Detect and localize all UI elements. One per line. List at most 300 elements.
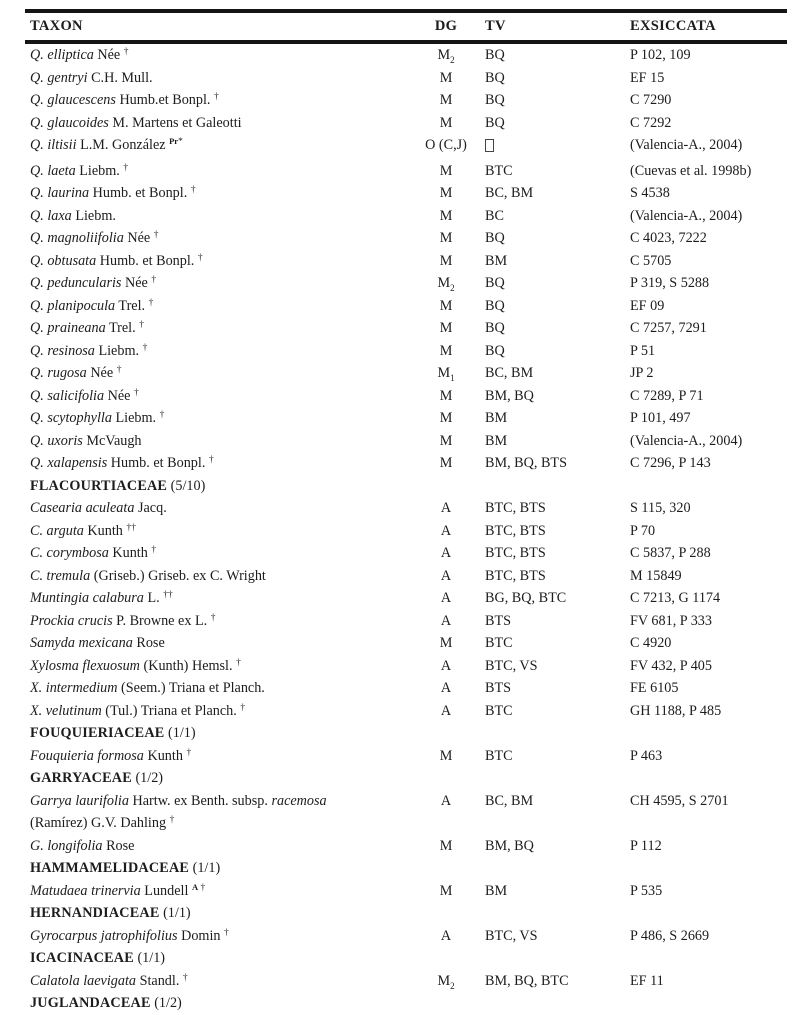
text-segment: BG, BQ, BTC [485,590,567,606]
taxon-row [25,790,787,835]
text-segment: A [440,657,452,674]
taxon-cell [25,67,407,90]
text-segment: BM [485,410,508,426]
text-segment: † [224,927,229,938]
text-segment: 1 [450,373,455,383]
text-segment: † [139,320,144,330]
text-segment: Q. rugosa [30,365,87,381]
text-segment: Q. elliptica [30,47,94,63]
text-segment: Q. laurina [30,185,90,201]
tv-cell [485,385,630,408]
tv-cell [485,520,630,543]
dg-cell [407,182,485,205]
taxon-cell [25,970,407,993]
text-segment: Kunth [83,522,127,539]
text-segment: A [191,881,199,892]
text-segment: Hartw. ex Benth. subsp. [128,792,272,809]
text-segment: (Tul.) Triana et Planch. [101,702,241,719]
text-segment: (Valencia-A., 2004) [630,432,743,449]
text-segment: C. tremula [30,567,91,584]
text-segment: † [134,387,139,398]
text-segment: (1/2) [131,770,164,786]
exsiccata-cell [630,407,787,430]
taxon-row [25,452,787,475]
text-segment: HERNANDIACEAE [30,905,160,921]
text-segment: Q. salicifolia [30,387,105,404]
text-segment: BTC, BTS [485,567,546,584]
text-segment: M [437,47,451,63]
text-segment: Samyda mexicana [30,635,133,651]
taxon-row [25,880,787,903]
dg-cell [407,67,485,90]
taxon-row [25,44,787,67]
text-segment: † [116,365,122,375]
text-segment: (Cuevas et al. 1998b) [630,162,752,179]
text-segment: A [440,792,452,809]
text-segment: BTS [485,612,512,629]
text-segment: † [159,410,165,420]
text-segment: BM [485,882,508,899]
text-segment: † [210,612,216,623]
dg-cell [407,700,485,723]
taxon-cell [25,925,407,948]
text-segment: Q. laeta [30,162,76,179]
exsiccata-cell [630,227,787,250]
text-segment: racemosa [271,792,327,809]
text-segment: † [236,657,241,668]
text-segment: C 4023, 7222 [630,230,707,246]
dg-cell [407,520,485,543]
taxon-row [25,317,787,340]
dg-cell [407,880,485,903]
text-segment: C.H. Mull. [87,69,153,86]
tv-cell [485,970,630,993]
text-segment: FE 6105 [630,680,679,696]
tv-cell [485,587,630,610]
text-segment: S 4538 [630,185,670,201]
text-segment: † [151,275,157,285]
text-segment: (Ramírez) G.V. Dahling [30,815,170,831]
taxon-row [25,925,787,948]
dg-cell [407,587,485,610]
taxon-row [25,497,787,520]
exsiccata-cell [630,745,787,768]
text-segment: EF 15 [630,69,665,86]
taxon-cell [25,520,407,543]
text-segment: C 7296, P 143 [630,455,711,471]
dg-cell [407,362,485,385]
exsiccata-cell [630,295,787,318]
dg-cell [407,542,485,565]
taxon-row [25,160,787,183]
text-segment: BTC [485,635,513,651]
dg-cell [407,317,485,340]
text-segment: McVaugh [82,432,142,449]
text-segment: BQ [485,69,505,86]
text-segment: Née [93,47,124,63]
taxon-cell [25,790,407,835]
text-segment: Trel. [105,320,140,336]
text-segment: A [440,927,452,944]
text-segment: L. [143,590,164,606]
text-segment: C 7292 [630,114,672,131]
taxon-cell [25,565,407,588]
dg-cell [407,835,485,858]
tv-cell [485,700,630,723]
taxon-cell [25,587,407,610]
taxon-row [25,340,787,363]
taxon-cell [25,475,407,498]
text-segment: BQ [485,230,505,246]
taxon-row [25,677,787,700]
text-segment: Garrya laurifolia [30,792,129,809]
taxon-row [25,385,787,408]
exsiccata-cell [630,700,787,723]
dg-cell [407,112,485,135]
text-segment: ICACINACEAE [30,950,134,966]
taxon-cell [25,362,407,385]
exsiccata-cell [630,362,787,385]
text-segment: (1/1) [133,950,166,966]
dg-cell [407,565,485,588]
taxon-row [25,970,787,993]
text-segment: Q. laxa [30,207,72,224]
tv-cell [485,925,630,948]
taxon-cell [25,407,407,430]
tv-cell [485,677,630,700]
tv-cell [485,610,630,633]
dg-cell [407,272,485,295]
exsiccata-cell [630,112,787,135]
text-segment: Humb.et Bonpl. [115,92,215,108]
tv-cell [485,67,630,90]
text-segment: Prockia crucis [30,612,113,629]
tv-cell [485,835,630,858]
text-segment: M [439,297,453,314]
tv-cell [485,430,630,453]
text-segment: †† [126,522,136,533]
taxon-cell [25,677,407,700]
dg-cell [407,205,485,228]
text-segment: † [198,882,206,893]
tv-cell [485,745,630,768]
text-segment: BTC [485,747,513,764]
text-segment: Q. uxoris [30,432,83,449]
exsiccata-cell [630,182,787,205]
exsiccata-cell [630,835,787,858]
exsiccata-cell [630,497,787,520]
taxon-row [25,587,787,610]
text-segment: BTC, BTS [485,500,546,516]
text-segment: 2 [450,283,455,293]
text-segment: A [440,590,452,606]
text-segment: Jacq. [134,500,167,516]
table-body [25,44,787,1015]
text-segment: Q. glaucoides [30,114,109,131]
tv-cell [485,44,630,67]
tv-cell [485,632,630,655]
exsiccata-cell [630,67,787,90]
exsiccata-cell [630,430,787,453]
tv-cell [485,250,630,273]
taxon-cell [25,767,407,790]
text-segment: BQ [485,47,505,63]
text-segment: A [440,545,452,561]
tv-cell [485,89,630,112]
text-segment: C 5705 [630,252,672,269]
text-segment: M [437,972,451,989]
dg-cell [407,385,485,408]
text-segment: M [439,320,453,336]
text-segment: Rose [132,635,165,651]
text-segment: Liebm. [75,162,124,179]
text-segment: BQ [485,92,505,108]
taxon-cell [25,542,407,565]
text-segment: (Kunth) Hemsl. [139,657,237,674]
text-segment: C. arguta [30,522,84,539]
text-segment: M [439,230,453,246]
text-segment: 2 [450,980,455,991]
text-segment: P. Browne ex L. [112,612,211,629]
text-segment: M [439,432,453,449]
text-segment: BM [485,432,508,449]
text-segment: †† [163,590,173,600]
text-segment: JP 2 [630,365,654,381]
dg-cell [407,340,485,363]
taxon-row [25,632,787,655]
dg-cell [407,970,485,993]
text-segment: C 4920 [630,635,672,651]
text-segment: P 102, 109 [630,47,691,63]
text-segment: Fouquieria formosa [30,747,144,764]
taxon-cell [25,452,407,475]
missing-glyph-box [485,139,494,152]
text-segment: † [153,230,159,240]
taxon-row [25,835,787,858]
text-segment: † [151,545,157,555]
exsiccata-cell [630,790,787,813]
taxon-cell [25,992,407,1015]
text-segment: Q. praineana [30,320,106,336]
text-segment: M [439,410,453,426]
text-segment: L.M. González [76,137,170,153]
taxon-cell [25,272,407,295]
tv-cell [485,317,630,340]
text-segment: Q. gentryi [30,69,88,86]
taxon-row [25,295,787,318]
taxon-row [25,520,787,543]
taxon-cell [25,497,407,520]
text-segment: Calatola laevigata [30,972,137,989]
text-segment: CH 4595, S 2701 [630,792,729,809]
dg-cell [407,497,485,520]
taxon-cell [25,317,407,340]
exsiccata-cell [630,205,787,228]
text-segment: M [439,635,453,651]
taxon-row [25,700,787,723]
text-segment: Q. obtusata [30,252,97,269]
tv-cell [485,134,630,160]
text-segment: GH 1188, P 485 [630,702,722,719]
text-segment: (Valencia-A., 2004) [630,137,743,153]
text-segment: A [440,680,452,696]
text-segment: BQ [485,297,505,314]
text-segment: (1/1) [189,860,221,876]
text-segment: BM, BQ, BTS [485,455,567,471]
text-segment: BQ [485,114,505,131]
text-segment: † [148,297,154,308]
text-segment: M [439,747,453,764]
text-segment: Née [121,275,152,291]
exsiccata-cell [630,89,787,112]
text-segment: † [208,455,214,465]
family-heading-row [25,857,787,880]
text-segment: Trel. [115,297,149,314]
text-segment: C 5837, P 288 [630,545,711,561]
text-segment: † [190,185,196,195]
taxon-cell [25,112,407,135]
text-segment: FV 432, P 405 [630,657,712,674]
text-segment: (Valencia-A., 2004) [630,207,743,224]
taxon-cell [25,385,407,408]
text-segment: Q. planipocula [30,297,116,314]
text-segment: † [169,815,175,825]
text-segment: BC, BM [485,365,534,381]
text-segment: M [439,162,453,179]
dg-cell [407,407,485,430]
text-segment: GARRYACEAE [30,770,132,786]
taxon-cell [25,745,407,768]
text-segment: Humb. et Bonpl. [96,252,198,269]
text-segment: M [439,252,453,269]
taxon-cell [25,160,407,183]
taxon-cell [25,857,407,880]
text-segment: † [186,747,192,758]
text-segment: Liebm. [94,342,143,359]
text-segment: BQ [485,320,505,336]
family-heading-row [25,722,787,745]
taxon-row [25,362,787,385]
text-segment: BM, BQ [485,837,534,854]
text-segment: A [440,500,452,516]
exsiccata-cell [630,587,787,610]
taxon-cell [25,880,407,903]
text-segment: BTC, BTS [485,545,546,561]
dg-cell [407,295,485,318]
text-segment: Q. peduncularis [30,275,122,291]
text-segment: BQ [485,275,505,291]
text-segment: M [439,882,453,899]
exsiccata-cell [630,542,787,565]
text-segment: C 7213, G 1174 [630,590,721,606]
exsiccata-cell [630,250,787,273]
text-segment: M [439,207,453,224]
dg-cell [407,745,485,768]
exsiccata-cell [630,655,787,678]
column-header-dg: DG [434,18,458,34]
text-segment: BC [485,207,504,224]
tv-cell [485,655,630,678]
tv-cell [485,227,630,250]
text-segment: Pr [169,136,179,146]
text-segment: † [214,92,219,102]
tv-cell [485,272,630,295]
text-segment: Née [104,387,135,404]
taxon-cell [25,722,407,745]
text-segment: BC, BM [485,792,534,809]
text-segment: (Griseb.) Griseb. ex C. Wright [90,567,266,584]
text-segment: (1/2) [150,995,182,1011]
taxon-row [25,542,787,565]
column-header-taxon: TAXON [30,18,83,34]
text-segment: BTC, VS [485,657,538,674]
text-segment: M. Martens et Galeotti [108,114,242,131]
exsiccata-cell [630,134,787,157]
text-segment: Casearia aculeata [30,500,135,516]
taxon-row [25,67,787,90]
text-segment: BM, BQ, BTC [485,972,569,989]
text-segment: (5/10) [167,477,206,494]
taxon-row [25,610,787,633]
exsiccata-cell [630,44,787,67]
dg-cell [407,790,485,813]
taxon-row [25,272,787,295]
text-segment: Kunth [143,747,187,764]
text-segment: † [123,47,129,57]
text-segment: Q. resinosa [30,342,95,359]
text-segment: BTC [485,702,513,719]
text-segment: M [439,455,453,471]
text-segment: BTC, VS [485,927,538,944]
text-segment: P 486, S 2669 [630,927,710,944]
text-segment: Q. magnoliifolia [30,230,124,246]
text-segment: M [439,69,453,86]
taxon-cell [25,632,407,655]
text-segment: Liebm. [111,410,160,426]
text-segment: † [182,972,188,983]
text-segment: EF 11 [630,972,664,989]
tv-cell [485,497,630,520]
taxon-row [25,565,787,588]
family-heading-row [25,902,787,925]
tv-cell [485,452,630,475]
taxon-row [25,407,787,430]
dg-cell [407,925,485,948]
tv-cell [485,362,630,385]
tv-cell [485,790,630,813]
exsiccata-cell [630,677,787,700]
dg-cell [407,134,485,157]
table-header-row [25,9,787,44]
dg-cell [407,430,485,453]
text-segment: FV 681, P 333 [630,612,712,629]
taxon-row [25,745,787,768]
text-segment: FOUQUIERIACEAE [30,725,165,741]
text-segment: Matudaea trinervia [30,882,141,899]
dg-cell [407,89,485,112]
taxon-cell [25,44,407,67]
dg-cell [407,610,485,633]
text-segment: BTC, BTS [485,522,546,539]
text-segment: P 535 [630,882,663,899]
taxon-cell [25,902,407,925]
taxon-cell [25,250,407,273]
taxon-row [25,655,787,678]
exsiccata-cell [630,272,787,295]
text-segment: A [440,522,452,539]
text-segment: Humb. et Bonpl. [107,455,209,471]
text-segment: M [437,275,451,291]
